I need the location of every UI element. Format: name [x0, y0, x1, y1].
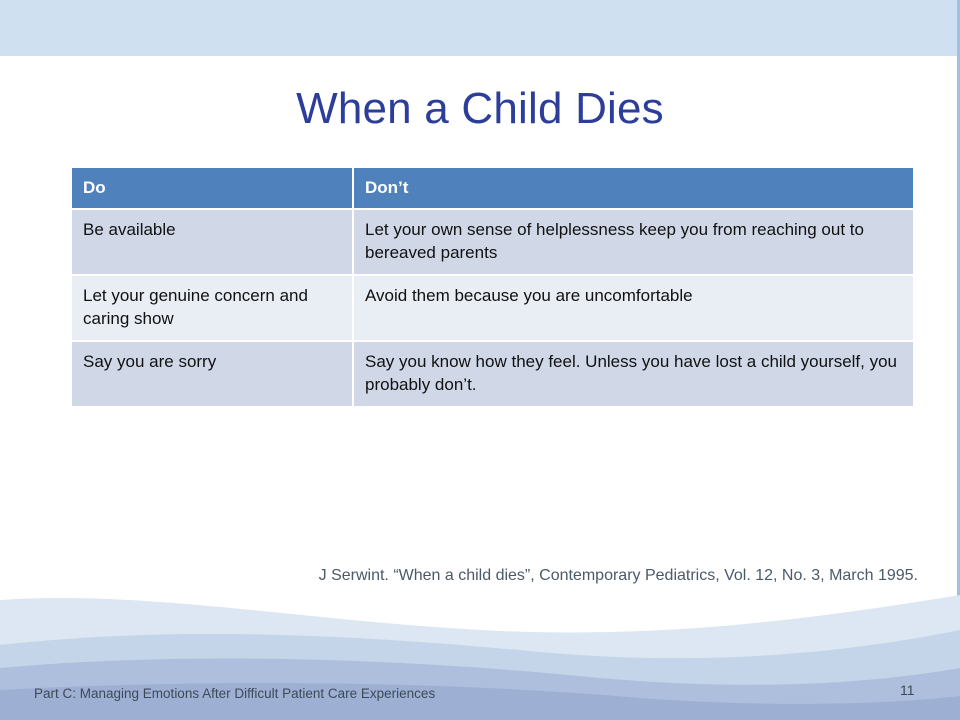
table-row [72, 275, 913, 341]
do-cell: Be available [72, 209, 353, 275]
table-row [72, 209, 913, 275]
table-header-row [72, 168, 913, 209]
top-banner [0, 0, 960, 56]
citation-text: J Serwint. “When a child dies”, Contemporary Pediatrics, Vol. 12, No. 3, March 1995. [318, 567, 918, 584]
dont-cell: Say you know how they feel. Unless you have lost a child yourself, you probably don’t. [353, 341, 913, 407]
do-cell: Let your genuine concern and caring show [72, 275, 353, 341]
column-header-dont: Don’t [353, 168, 913, 209]
do-cell: Say you are sorry [72, 341, 353, 407]
footer-text: Part C: Managing Emotions After Difficult Patient Care Experiences [34, 686, 436, 701]
column-header-do: Do [72, 168, 353, 209]
dont-cell: Let your own sense of helplessness keep you from reaching out to bereaved parents [353, 209, 913, 275]
dont-cell: Avoid them because you are uncomfortable [353, 275, 913, 341]
do-dont-table [72, 168, 913, 408]
page-number: 11 [900, 682, 915, 698]
table-row [72, 341, 913, 407]
slide-title: When a Child Dies [296, 84, 664, 133]
